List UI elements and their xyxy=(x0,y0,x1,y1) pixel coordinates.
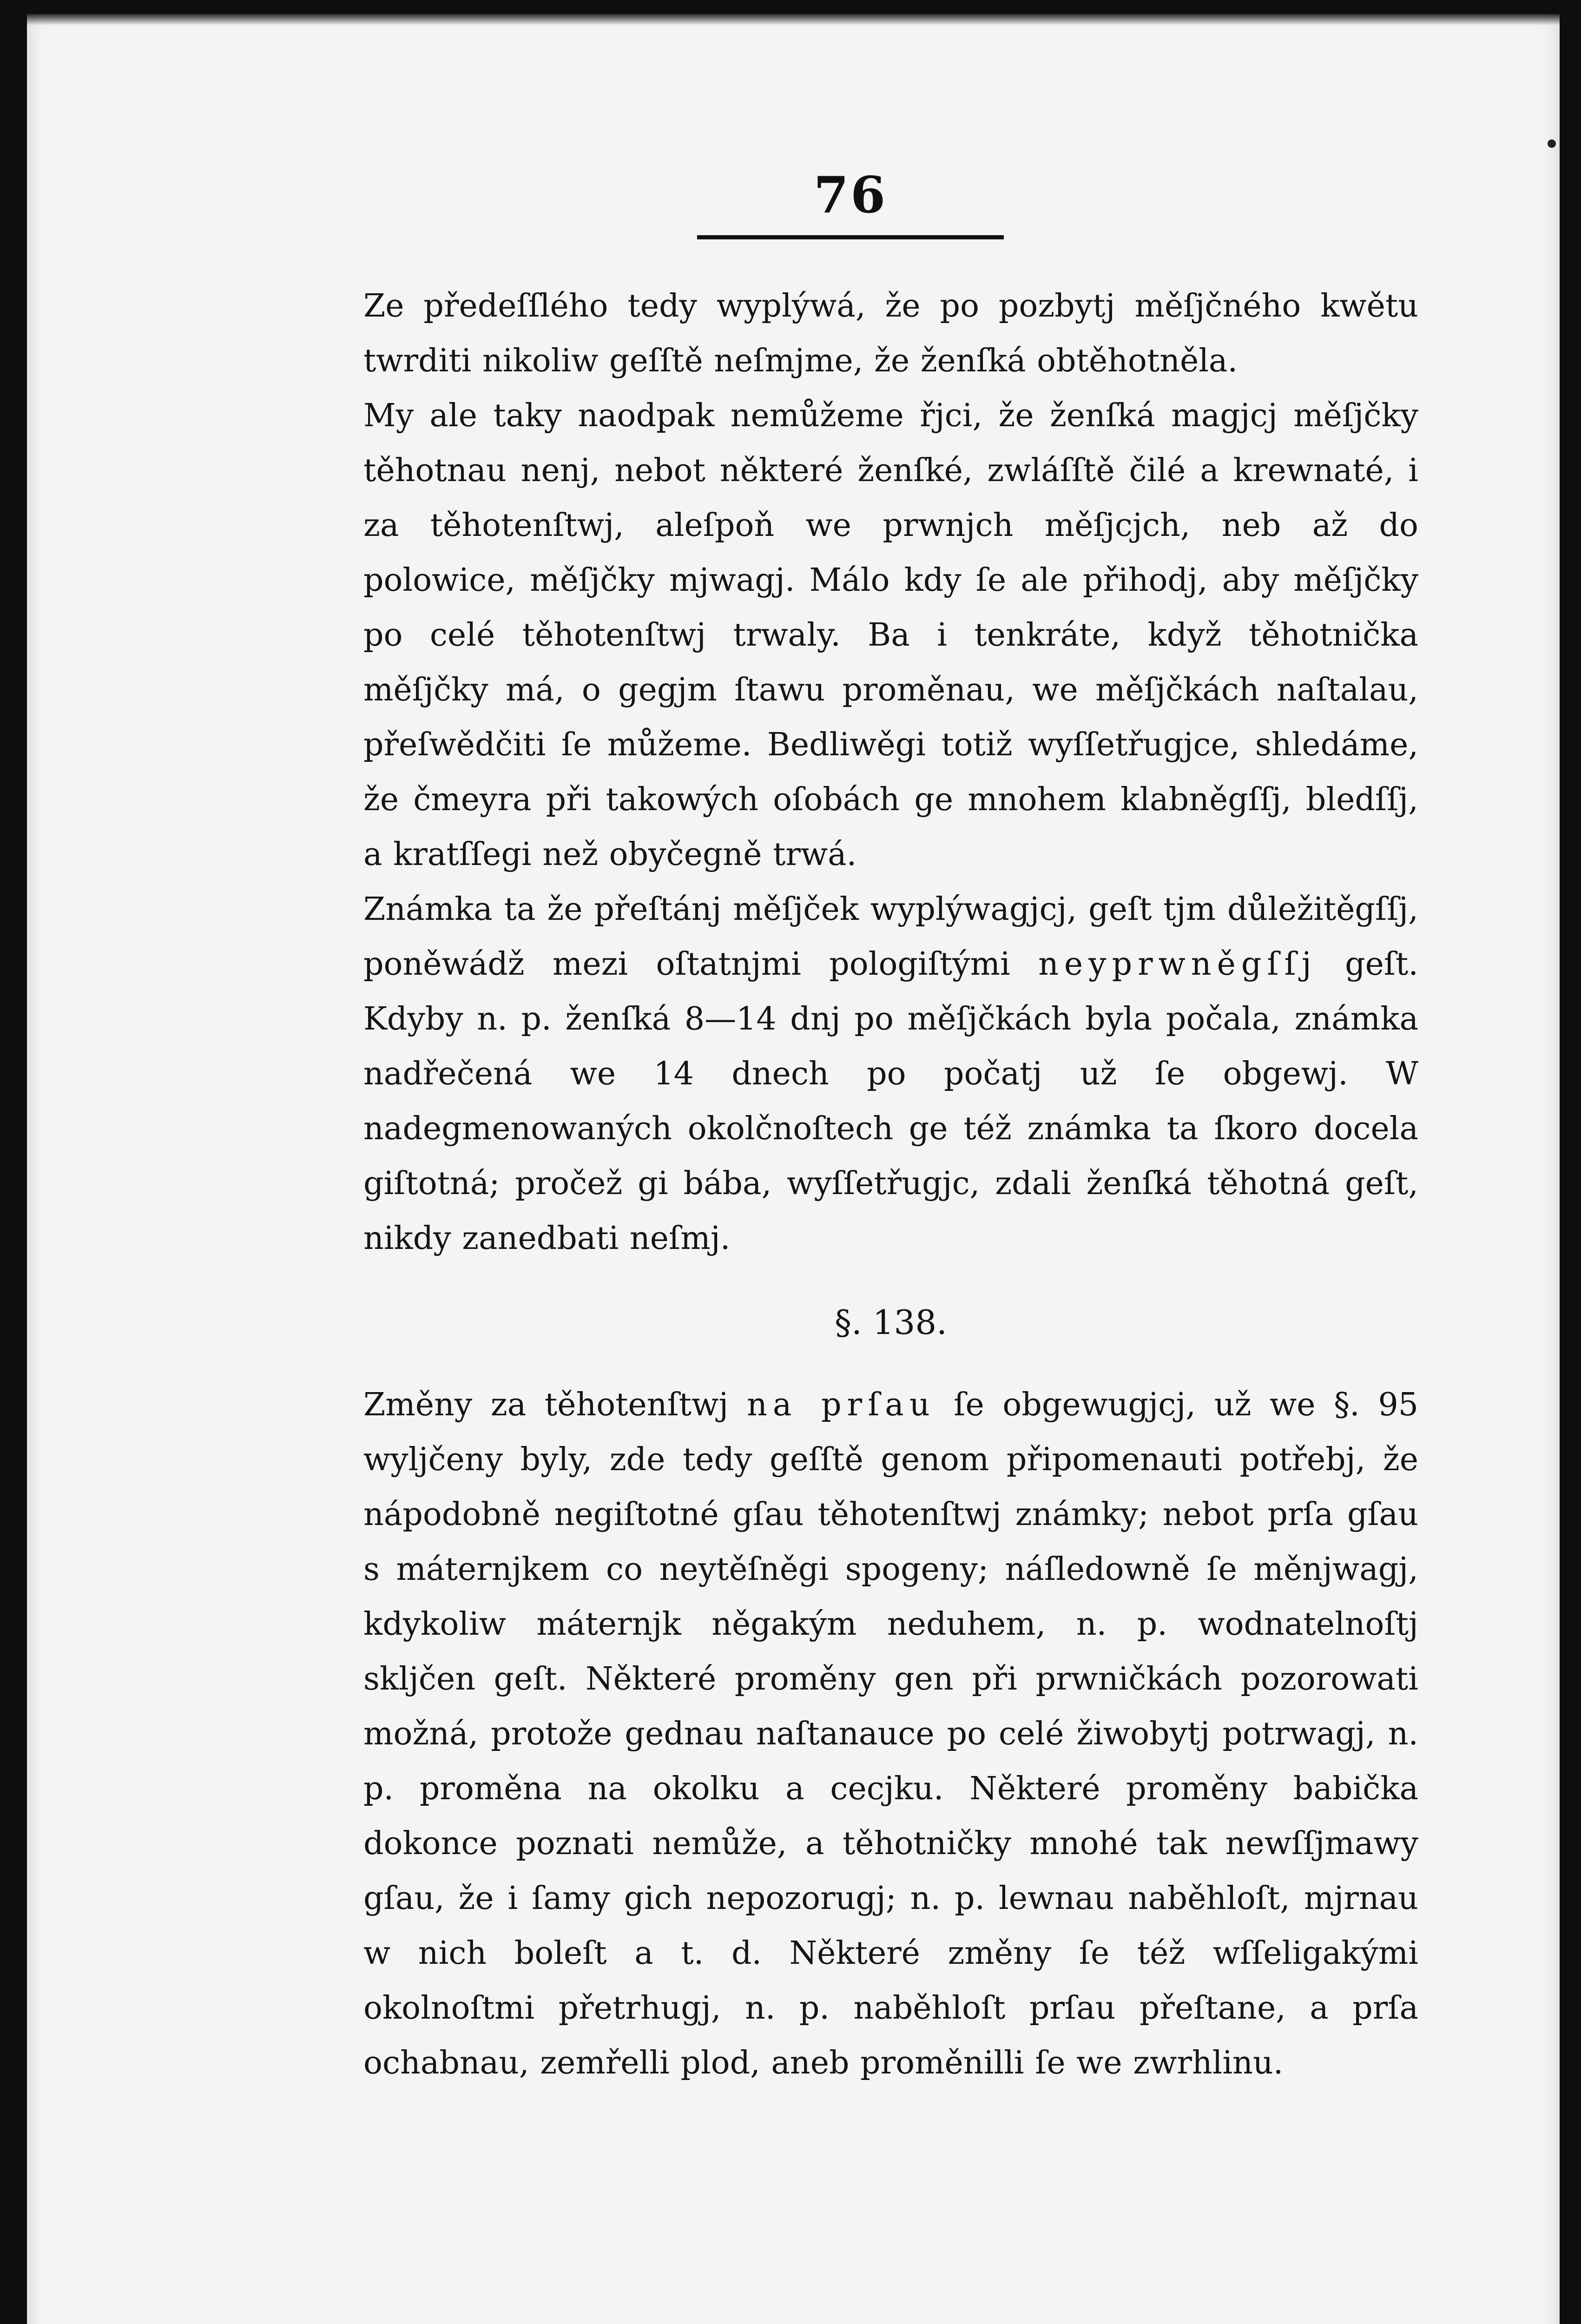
paragraph-4 xyxy=(363,1378,1418,2091)
ink-spot xyxy=(1548,139,1556,148)
paragraph-4-text-a: Změny za těhotenſtwj xyxy=(363,1386,747,1423)
paragraph-4-emphasis: na prſau xyxy=(747,1386,935,1423)
body-text xyxy=(363,279,1418,2091)
paragraph-2: My ale taky naodpak nemůžeme řjci, že ženſká magjcj měſjčky těhotnau nenj, nebot některé ženſké, zwláſſtě čilé a krewnaté, i za těhotenſtwj, aleſpoň we prwnjch měſjcjch, neb až do polowice, měſjčky mjwagj. Málo kdy ſe ale přihodj, aby měſjčky po celé těhotenſtwj trwaly. Ba i tenkráte, když těhotnička měſjčky má, o gegjm ſtawu proměnau, we měſjčkách naſtalau, přeſwědčiti ſe můžeme. Bedliwěgi totiž wyſſetřugjce, shledáme, že čmeyra při takowých oſobách ge mnohem klabněgſſj, bledſſj, a kratſſegi než obyčegně trwá. xyxy=(363,397,1418,873)
page-top-shadow xyxy=(27,14,1560,25)
page-header xyxy=(697,167,1004,239)
section-heading: §. 138. xyxy=(834,1303,948,1342)
paragraph-3-text-b: geſt. Kdyby n. p. ženſká 8—14 dnj po měſjčkách byla počala, známka nadřečená we 14 dnech po počatj už ſe obgewj. W nadegmenowaných okolčnoſtech ge též známka ta ſkoro docela giſtotná; pročež gi bába, wyſſetřugjc, zdali ženſká těhotná geſt, nikdy zanedbati neſmj. xyxy=(363,946,1418,1257)
paragraph-3-text-a: Známka ta že přeſtánj měſjček wyplýwagjcj, geſt tjm důležitěgſſj, poněwádž mezi oſtatnjmi pologiſtými xyxy=(363,891,1418,983)
paragraph-4-text-b: ſe obgewugjcj, už we §. 95 wyljčeny byly, zde tedy geſſtě genom připomenauti potřebj, že nápodobně negiſtotné gſau těhotenſtwj známky; nebot prſa gſau s máternjkem co neytěſněgi spogeny; náſledowně ſe měnjwagj, kdykoliw máternjk něgakým neduhem, n. p. wodnatelnoſtj skljčen geſt. Některé proměny gen při prwničkách pozorowati možná, protože gednau naſtanauce po celé žiwobytj potrwagj, n. p. proměna na okolku a cecjku. Některé proměny babička dokonce poznati nemůže, a těhotničky mnohé tak newſſjmawy gſau, že i ſamy gich nepozorugj; n. p. lewnau naběhloſt, mjrnau w nich boleſt a t. d. Některé změny ſe též wſſeligakými okolnoſtmi přetrhugj, n. p. naběhloſt prſau přeſtane, a prſa ochabnau, zemřelli plod, aneb proměnilli ſe we zwrhlinu. xyxy=(363,1386,1418,2081)
paragraph-3-emphasis: neyprwněgſſj xyxy=(1038,946,1317,983)
page-number: 76 xyxy=(813,166,888,224)
paragraph-1: Ze předeſſlého tedy wyplýwá, že po pozbytj měſjčného kwětu twrditi nikoliw geſſtě neſmjme, že ženſká obtěhotněla. xyxy=(363,288,1418,379)
header-rule xyxy=(697,235,1004,239)
paragraph-3 xyxy=(363,882,1418,1266)
